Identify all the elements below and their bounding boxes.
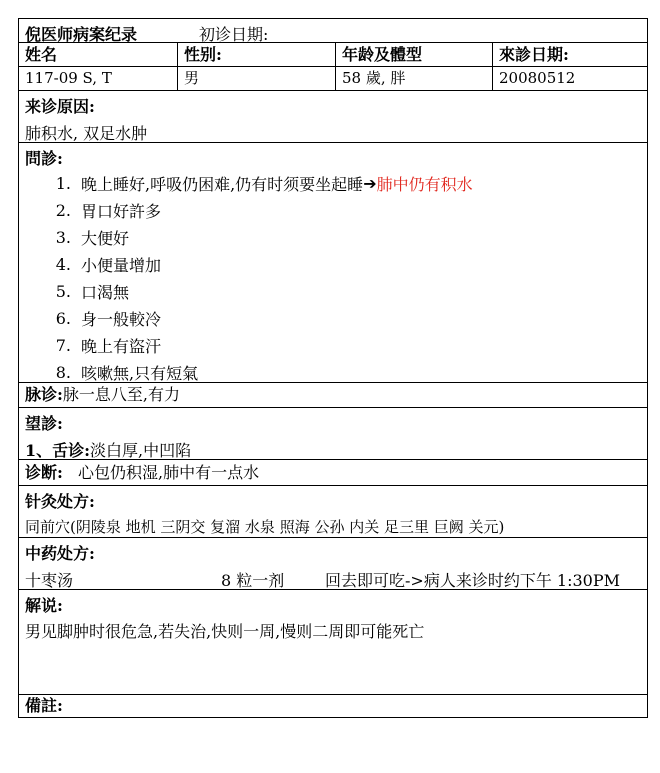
age-label-cell: [335, 43, 492, 66]
diagnosis-value: 心包仍积湿,肺中有一点水: [78, 463, 260, 482]
list-item: [25, 359, 647, 386]
item-text: 晚上有盜汗: [81, 337, 162, 356]
date-value: 20080512: [499, 69, 576, 87]
list-item: [25, 224, 647, 251]
list-item: [25, 197, 647, 224]
item-text: 口渴無: [81, 283, 130, 302]
age-value: 58 歲, 胖: [342, 69, 406, 87]
header-row: [19, 19, 647, 43]
explanation-section: [19, 590, 647, 695]
acupuncture-value: 同前穴(阴陵泉 地机 三阴交 复溜 水泉 照海 公孙 内关 足三里 巨阙 关元): [25, 518, 505, 536]
tongue-line: [25, 438, 647, 461]
inquiry-list: [25, 170, 647, 386]
arrow-right-icon: ➔: [363, 174, 377, 193]
inquiry-label: 問診:: [25, 149, 63, 168]
tongue-value: 淡白厚,中凹陷: [90, 441, 192, 460]
age-label: 年龄及體型: [342, 45, 423, 64]
item-number: 3.: [55, 228, 71, 247]
herbal-formula: 十枣汤: [25, 571, 74, 590]
pulse-label: 脉诊:: [25, 385, 63, 404]
name-value: 117-09 S, T: [25, 69, 112, 87]
item-text: 身一般較冷: [81, 310, 162, 329]
remarks-section: [19, 695, 647, 718]
tongue-label: 1、舌诊:: [25, 441, 91, 460]
name-value-cell: [19, 67, 177, 90]
herbal-label: 中药处方:: [25, 544, 95, 563]
inquiry-section: [19, 143, 647, 383]
item-number: 8.: [55, 363, 71, 382]
age-value-cell: [335, 67, 492, 90]
item-number: 1.: [55, 174, 71, 193]
observation-section: [19, 408, 647, 460]
item-highlight: 肺中仍有积水: [376, 175, 473, 194]
diagnosis-section: [19, 460, 647, 486]
herbal-dose: 8 粒一剂: [221, 571, 285, 590]
list-item: [25, 332, 647, 359]
gender-label: 性别:: [184, 45, 222, 64]
pulse-value: 脉一息八至,有力: [62, 385, 181, 404]
patient-label-row: [19, 43, 647, 67]
list-item: [25, 170, 647, 197]
list-item: [25, 251, 647, 278]
date-label-cell: [492, 43, 647, 66]
diagnosis-label: 诊断:: [25, 463, 63, 482]
item-text: 晚上睡好,呼吸仍困难,仍有时须要坐起睡: [81, 175, 364, 194]
list-item: [25, 305, 647, 332]
pulse-section: [19, 383, 647, 408]
observation-label: 望診:: [25, 414, 63, 433]
name-label: 姓名: [25, 45, 58, 64]
gender-label-cell: [177, 43, 335, 66]
patient-value-row: [19, 67, 647, 91]
name-label-cell: [19, 43, 177, 66]
reason-section: [19, 91, 647, 143]
item-number: 7.: [55, 336, 71, 355]
date-label: 來診日期:: [499, 45, 569, 64]
medical-record-form: [18, 18, 648, 718]
herbal-section: [19, 538, 647, 590]
item-text: 大便好: [81, 229, 130, 248]
herbal-line: [25, 568, 647, 590]
item-number: 4.: [55, 255, 71, 274]
acupuncture-section: [19, 486, 647, 538]
herbal-note: 回去即可吃->病人来诊时约下午 1:30PM: [325, 571, 620, 590]
item-number: 2.: [55, 201, 71, 220]
item-text: 小便量增加: [81, 256, 162, 275]
item-text: 胃口好許多: [81, 202, 162, 221]
explanation-label: 解说:: [25, 596, 63, 615]
explanation-value: 男见脚肿时很危急,若失治,快则一周,慢则二周即可能死亡: [25, 622, 425, 641]
item-text: 咳嗽無,只有短氣: [81, 364, 199, 383]
first-visit-label: 初诊日期:: [199, 25, 269, 44]
gender-value: 男: [184, 69, 200, 87]
list-item: [25, 278, 647, 305]
remarks-label: 備註:: [25, 696, 63, 715]
acupuncture-label: 针灸处方:: [25, 492, 95, 511]
record-title: 倪医师病案纪录: [25, 25, 138, 44]
item-number: 6.: [55, 309, 71, 328]
reason-value: 肺积水, 双足水肿: [25, 124, 148, 143]
item-number: 5.: [55, 282, 71, 301]
date-value-cell: [492, 67, 647, 90]
gender-value-cell: [177, 67, 335, 90]
reason-label: 来诊原因:: [25, 97, 95, 116]
